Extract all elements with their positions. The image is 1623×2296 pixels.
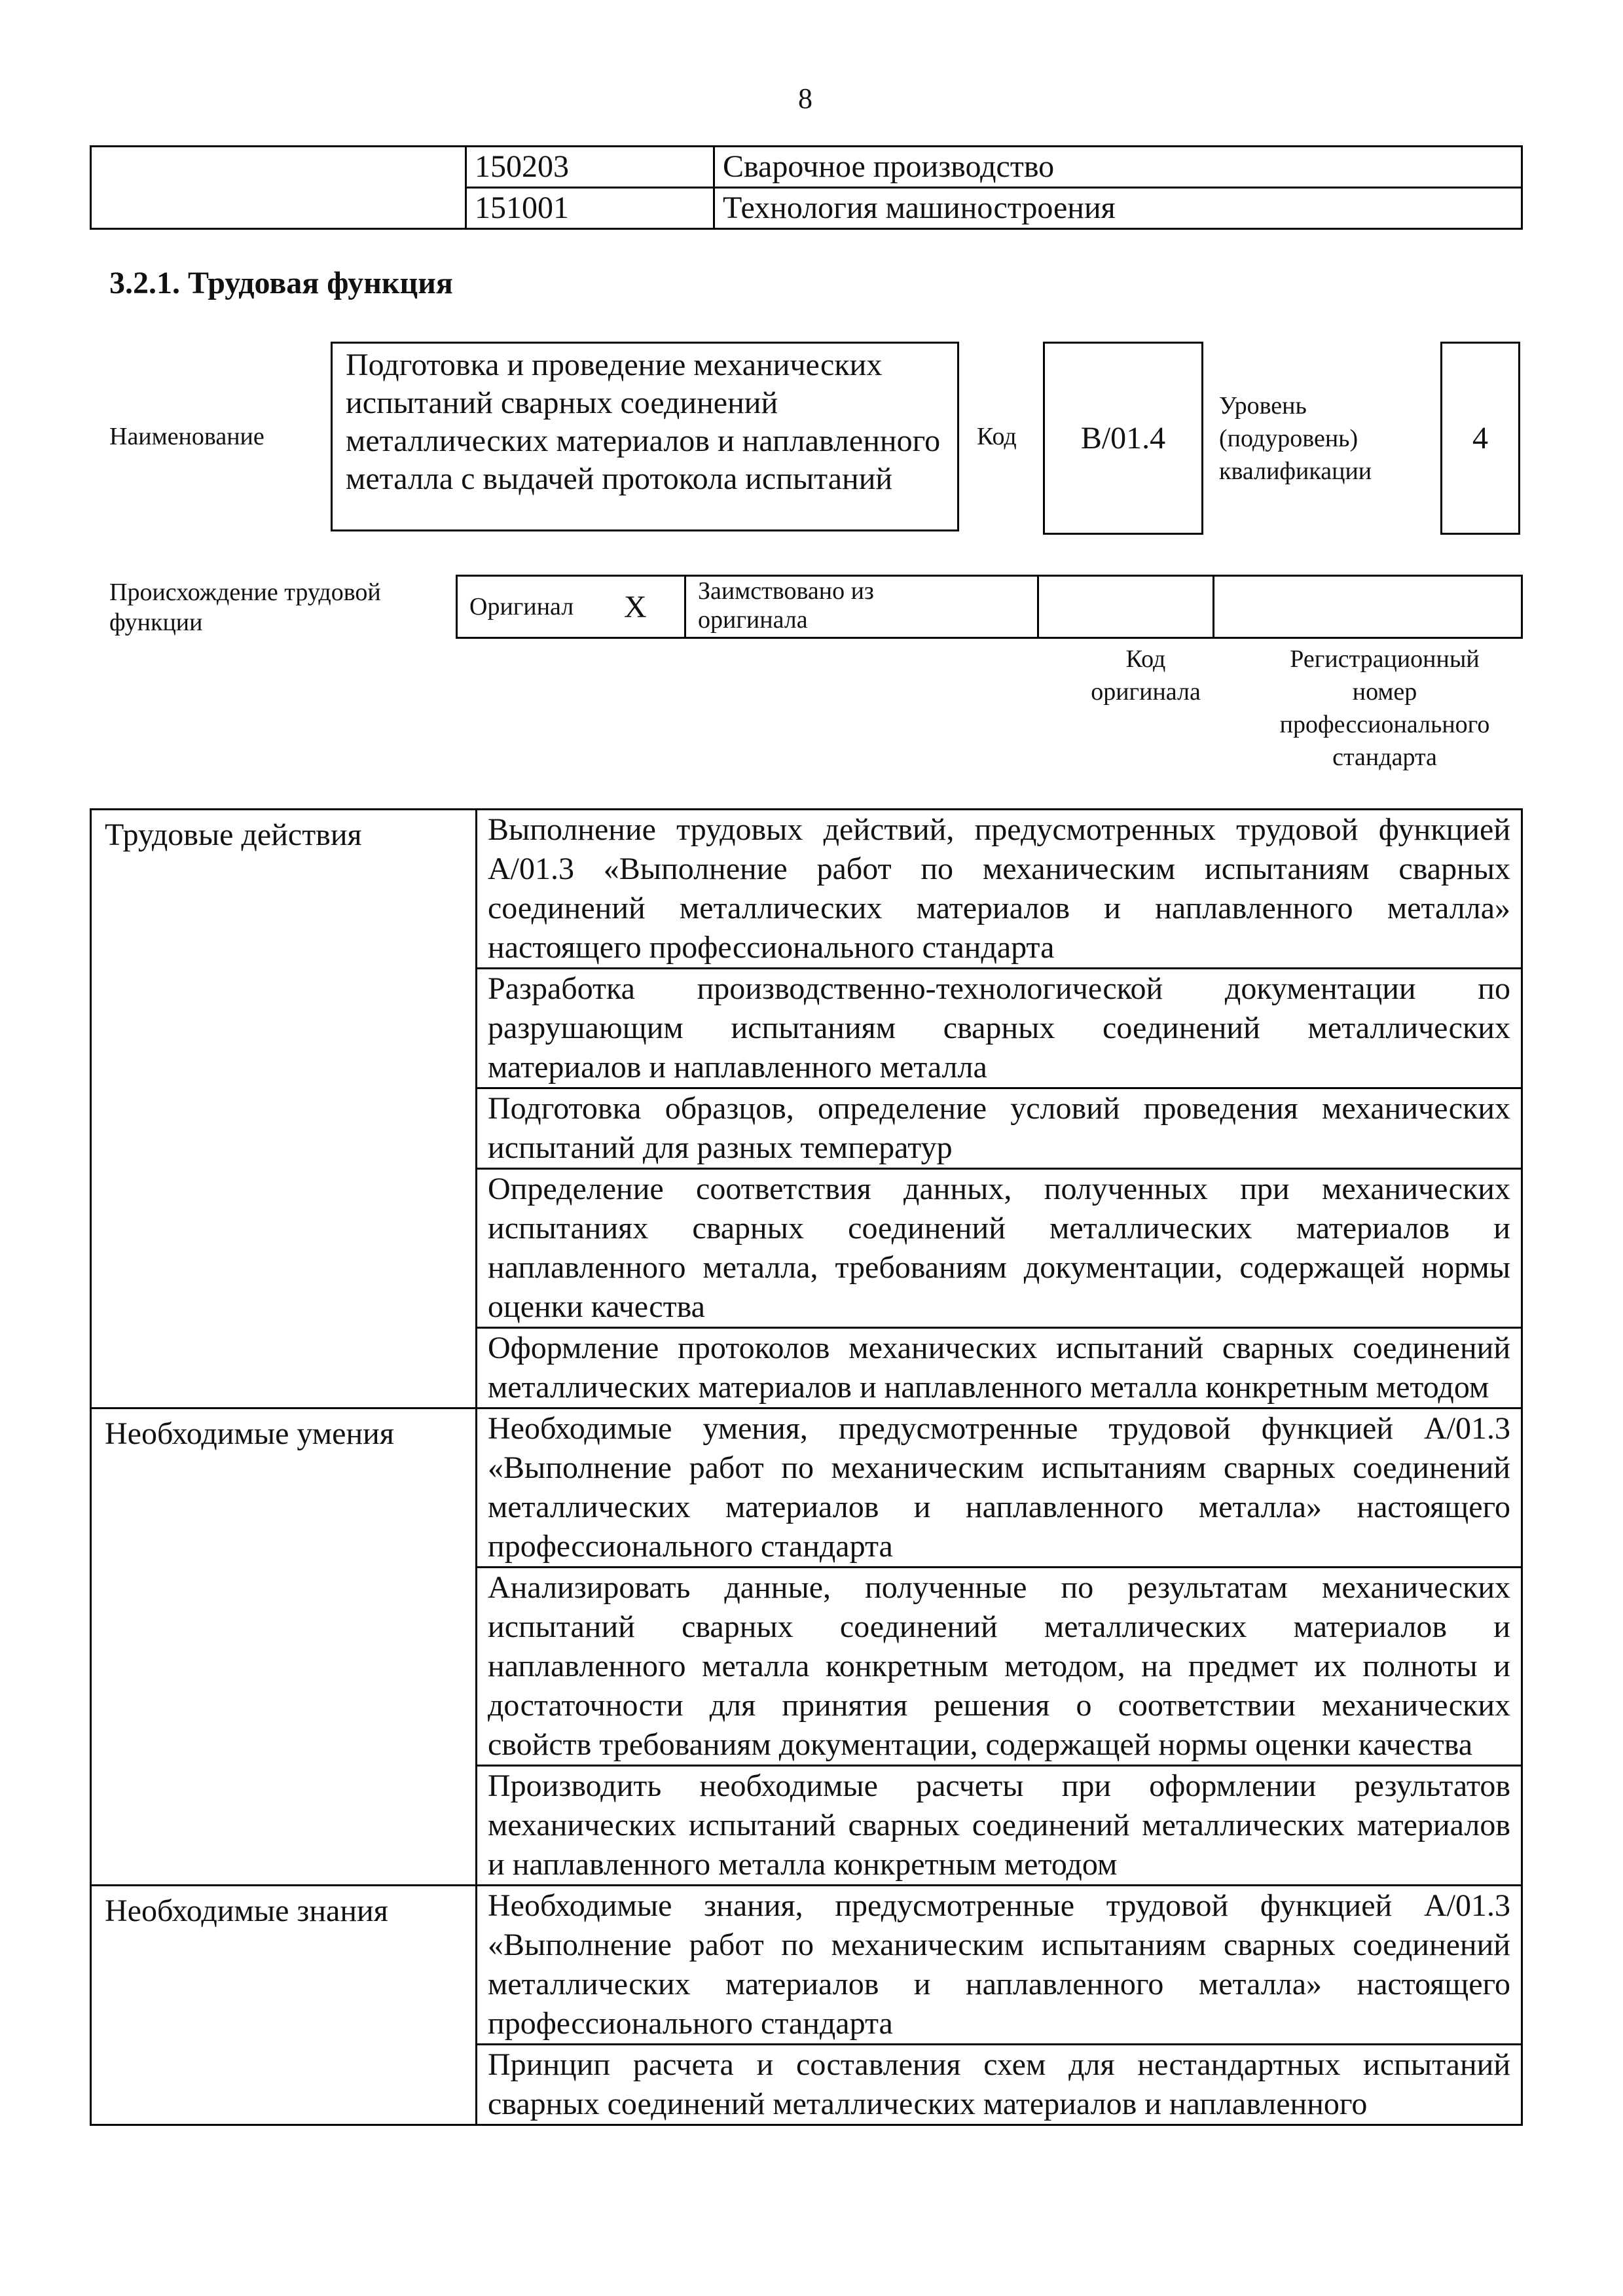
table-row xyxy=(91,810,1522,969)
labor-action-item: Определение соответствия данных, полученных при механических испытаниях сварных соединений металлических материалов и наплавленного металла, требованиям документации, содержащей нормы оценки качества xyxy=(477,1169,1522,1328)
code-label: Код xyxy=(977,423,1017,450)
labor-action-item: Оформление протоколов механических испытаний сварных соединений металлических материалов и наплавленного металла конкретным методом xyxy=(477,1328,1522,1408)
skill-item: Анализировать данные, полученные по результатам механических испытаний сварных соединений металлических материалов и наплавленного металла конкретным методом, на предмет их полноты и достаточности для принятия решения о соответствии механических свойств требованиям документации, содержащей нормы оценки качества xyxy=(477,1568,1522,1766)
function-name-value: Подготовка и проведение механических испытаний сварных соединений металлических материалов и наплавленного металла с выдачей протокола испытаний xyxy=(331,342,959,531)
table-row xyxy=(91,1886,1522,2045)
level-label-line: (подуровень) xyxy=(1219,425,1359,452)
specialty-name: Технология машиностроения xyxy=(714,188,1522,229)
qualification-level-label xyxy=(1219,389,1372,488)
borrowed-label-line: Заимствовано из xyxy=(698,577,874,605)
origin-label-line: функции xyxy=(109,609,203,636)
origin-label-line: Происхождение трудовой xyxy=(109,579,381,606)
labor-action-item: Разработка производственно-технологической документации по разрушающим испытаниям сварных соединений металлических материалов и наплавленного металла xyxy=(477,969,1522,1088)
table-row xyxy=(91,147,1522,188)
specialty-code: 150203 xyxy=(466,147,714,188)
caption-line: Регистрационный xyxy=(1290,645,1480,673)
labor-actions-label: Трудовые действия xyxy=(91,810,477,1408)
knowledge-item: Необходимые знания, предусмотренные трудовой функцией A/01.3 «Выполнение работ по механическим испытаниям сварных соединений металлических материалов и наплавленного металла» настоящего профессионального стандарта xyxy=(477,1886,1522,2045)
name-label: Наименование xyxy=(109,423,264,450)
original-code-cell xyxy=(1038,576,1214,638)
level-label-line: Уровень xyxy=(1219,392,1307,420)
knowledge-item: Принцип расчета и составления схем для нестандартных испытаний сварных соединений металлических материалов и наплавленного xyxy=(477,2045,1522,2125)
level-label-line: квалификации xyxy=(1219,457,1372,485)
table-row xyxy=(457,576,1522,638)
caption-line: профессионального xyxy=(1279,711,1490,738)
labor-action-item: Выполнение трудовых действий, предусмотренных трудовой функцией A/01.3 «Выполнение работ по механическим испытаниям сварных соединений металлических материалов и наплавленного металла» настоящего профессионального стандарта xyxy=(477,810,1522,969)
skills-label: Необходимые умения xyxy=(91,1408,477,1886)
original-label: Оригинал xyxy=(457,576,625,638)
origin-table xyxy=(456,575,1523,639)
section-heading: 3.2.1. Трудовая функция xyxy=(109,266,453,300)
caption-line: Код xyxy=(1125,645,1166,673)
qualification-level-value: 4 xyxy=(1440,342,1520,535)
borrowed-label-line: оригинала xyxy=(698,606,808,634)
origin-label xyxy=(109,577,381,637)
function-details-table xyxy=(90,808,1523,2126)
registration-number-cell xyxy=(1214,576,1522,638)
caption-line: оригинала xyxy=(1091,678,1201,706)
page-number: 8 xyxy=(798,82,812,115)
table-row xyxy=(91,1408,1522,1568)
function-code-value: B/01.4 xyxy=(1043,342,1203,535)
specialty-name: Сварочное производство xyxy=(714,147,1522,188)
knowledge-label: Необходимые знания xyxy=(91,1886,477,2125)
original-code-caption xyxy=(1074,643,1218,708)
caption-line: номер xyxy=(1352,678,1417,706)
specialty-code: 151001 xyxy=(466,188,714,229)
empty-cell xyxy=(91,147,466,229)
registration-number-caption xyxy=(1247,643,1522,774)
specialty-codes-table xyxy=(90,145,1523,230)
caption-line: стандарта xyxy=(1332,744,1437,771)
original-mark: X xyxy=(624,576,685,638)
skill-item: Необходимые умения, предусмотренные трудовой функцией A/01.3 «Выполнение работ по механическим испытаниям сварных соединений металлических материалов и наплавленного металла» настоящего профессионального стандарта xyxy=(477,1408,1522,1568)
skill-item: Производить необходимые расчеты при оформлении результатов механических испытаний сварных соединений металлических материалов и наплавленного металла конкретным методом xyxy=(477,1766,1522,1886)
labor-action-item: Подготовка образцов, определение условий проведения механических испытаний для разных температур xyxy=(477,1088,1522,1169)
borrowed-label xyxy=(685,576,1038,638)
